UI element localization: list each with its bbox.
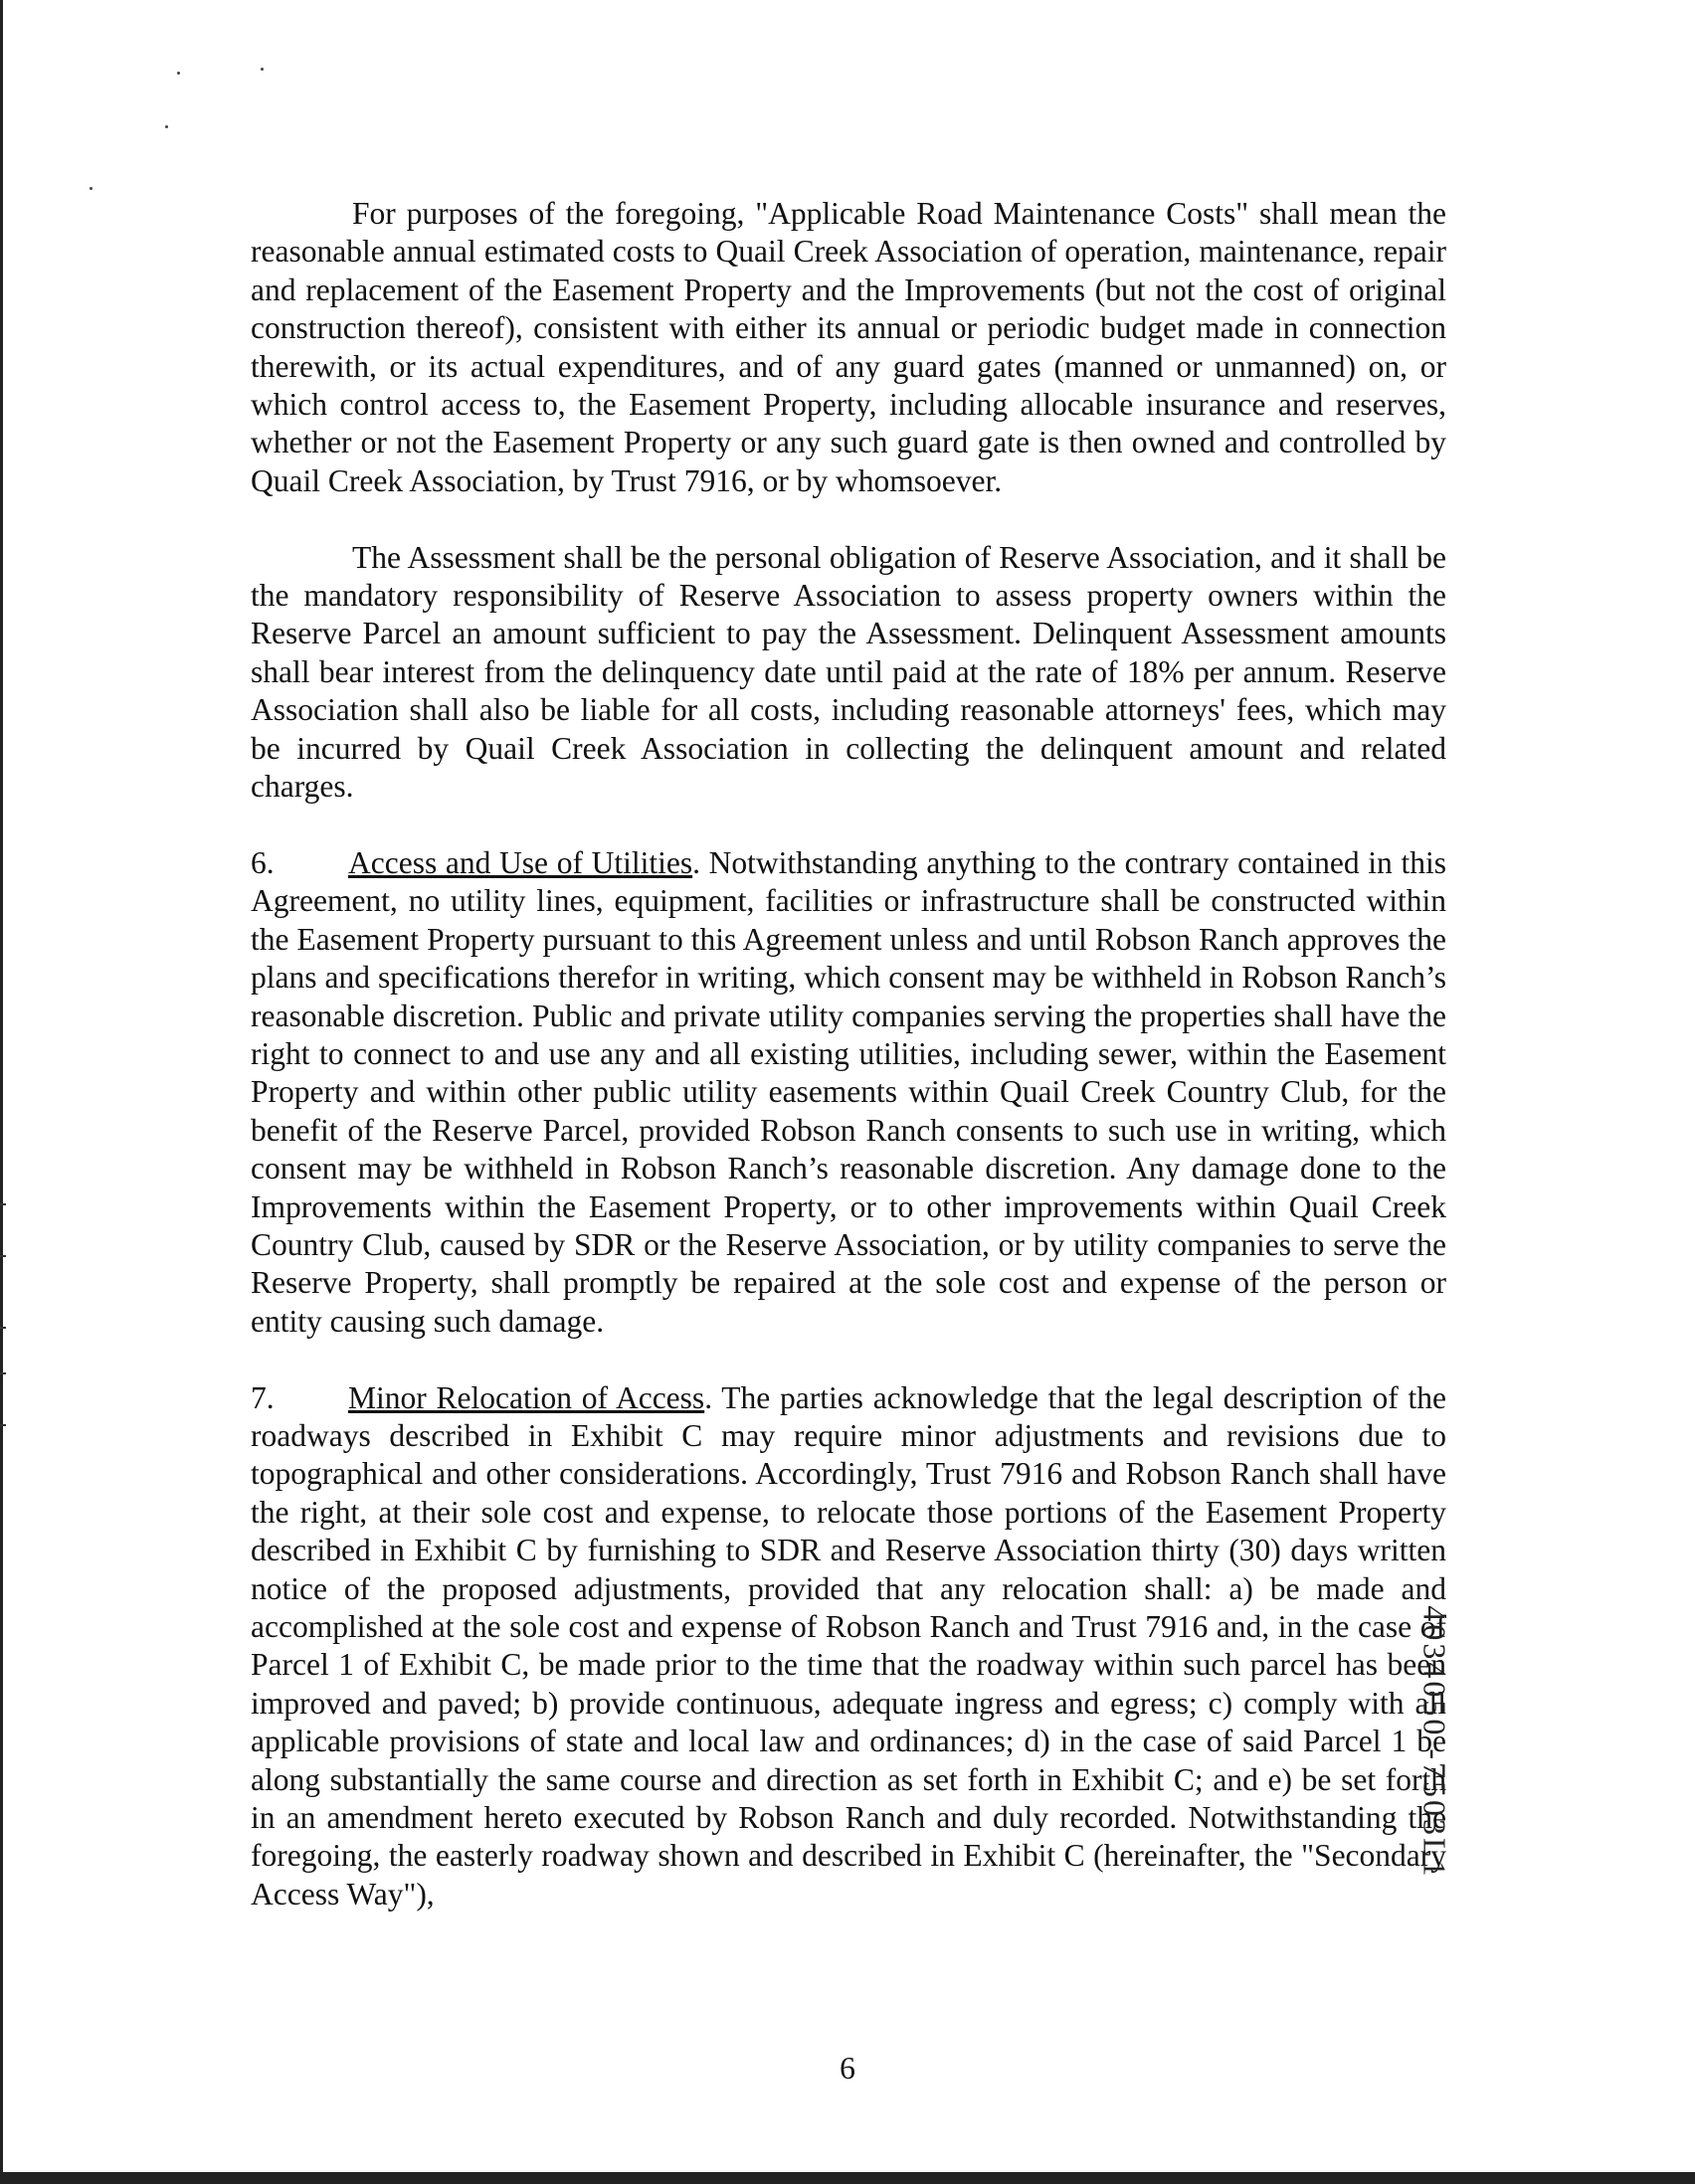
scan-speck	[165, 125, 168, 128]
section-heading: Access and Use of Utilities	[348, 844, 693, 880]
page-number: 6	[840, 2051, 855, 2086]
scan-edge-mark	[0, 1203, 6, 1205]
section-6-utilities	[251, 844, 1446, 1341]
scan-edge-mark	[0, 1424, 6, 1426]
scan-speck	[177, 72, 180, 75]
section-number: 7.	[251, 1379, 275, 1415]
scan-speck	[261, 68, 264, 71]
section-text: . The parties acknowledge that the legal description of the roadways described in Exhibit C may require minor adjustments and revisions due to topographical and other considerations. Accordingly, Trust 7916 and Robson Ranch shall have the right, at their sole cost and expense, to relocate those portions of the Easement Property described in Exhibit C by furnishing to SDR and Reserve Association thirty (30) days written notice of the proposed adjustments, provided that any relocation shall: a) be made and accomplished at the sole cost and expense of Robson Ranch and Trust 7916 and, in the case of Parcel 1 of Exhibit C, be made prior to the time that the roadway within such parcel has been improved and paved; b) provide continuous, adequate ingress and egress; c) comply with all applicable provisions of state and local law and ordinances; d) in the case of said Parcel 1 be along substantially the same course and direction as set forth in Exhibit C; and e) be set forth in an amendment hereto executed by Robson Ranch and duly recorded. Notwithstanding the foregoing, the easterly roadway shown and described in Exhibit C (hereinafter, the "Secondary Access Way"),	[251, 1379, 1447, 1911]
paragraph-assessment-obligation: The Assessment shall be the personal obligation of Reserve Association, and it shall be the mandatory responsibility of Reserve Association to assess property owners within the Reserve Parcel an amount sufficient to pay the Assessment. Delinquent Assessment amounts shall bear interest from the delinquency date until paid at the rate of 18% per annum. Reserve Association shall also be liable for all costs, including reasonable attorneys' fees, which may be incurred by Quail Creek Association in collecting the delinquent amount and related charges.	[251, 539, 1446, 805]
section-heading: Minor Relocation of Access	[348, 1379, 705, 1415]
paragraph-road-maintenance-costs: For purposes of the foregoing, "Applicable Road Maintenance Costs" shall mean the reasonable annual estimated costs to Quail Creek Association of operation, maintenance, repair and replacement of the Easement Property and the Improvements (but not the cost of original construction thereof), consistent with either its annual or periodic budget made in connection therewith, or its actual expenditures, and of any guard gates (manned or unmanned) on, or which control access to, the Easement Property, including allocable insurance and reserves, whether or not the Easement Property or any such guard gate is then owned and controlled by Quail Creek Association, by Trust 7916, or by whomsoever.	[251, 196, 1446, 498]
section-text: . Notwithstanding anything to the contrary contained in this Agreement, no utility lines, equipment, facilities or infrastructure shall be constructed within the Easement Property pursuant to this Agreement unless and until Robson Ranch approves the plans and specifications therefor in writing, which consent may be withheld in Robson Ranch’s reasonable discretion. Public and private utility companies serving the properties shall have the right to connect to and use any and all existing utilities, including sewer, within the Easement Property and within other public utility easements within Quail Creek Country Club, for the benefit of the Reserve Parcel, provided Robson Ranch consents to such use in writing, which consent may be withheld in Robson Ranch’s reasonable discretion. Any damage done to the Improvements within the Easement Property, or to other improvements within Quail Creek Country Club, caused by SDR or the Reserve Association, or by utility companies to serve the Reserve Property, shall promptly be repaired at the sole cost and expense of the person or entity causing such damage.	[251, 844, 1446, 1339]
scan-edge-mark	[0, 1255, 6, 1257]
scan-bottom-edge	[0, 2172, 1695, 2184]
scan-left-edge	[0, 0, 3, 2184]
scan-speck	[90, 187, 93, 190]
section-7-relocation	[251, 1379, 1446, 1914]
recording-number-text: 4034050 -7503L1	[1416, 1605, 1453, 1880]
document-body	[251, 195, 1446, 1952]
recording-number-stamp	[1405, 1603, 1464, 1882]
scan-edge-mark	[0, 1372, 6, 1374]
section-number: 6.	[251, 844, 275, 880]
scan-edge-mark	[0, 1327, 6, 1329]
